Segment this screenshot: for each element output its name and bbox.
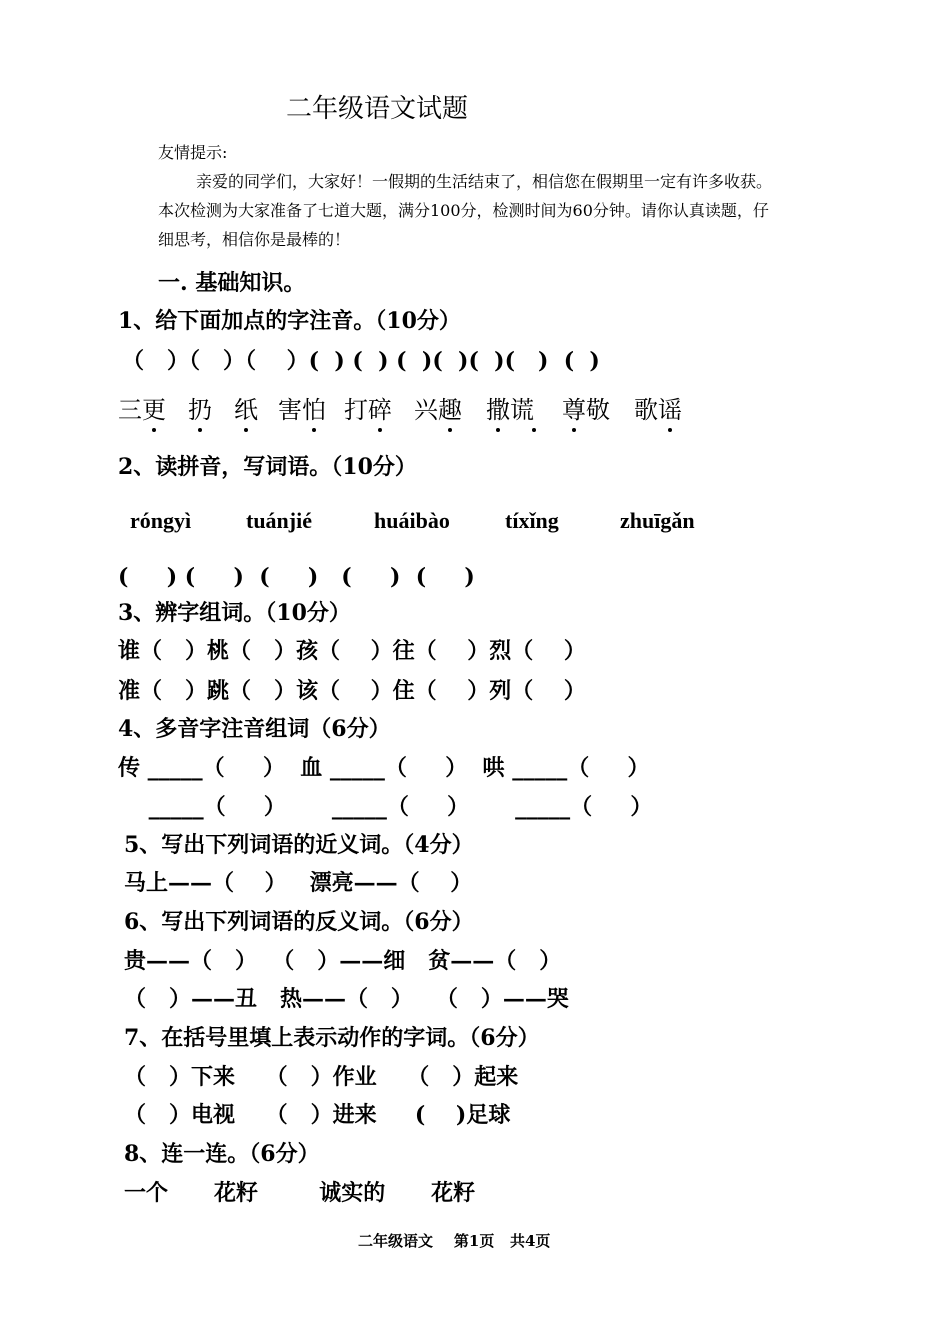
word-5: 打碎 [344,396,392,424]
emphasis-dot [448,428,452,432]
word-2: 扔 [188,396,212,424]
tips-line-2: 本次检测为大家准备了七道大题，满分100分，检测时间为60分钟。请你认真读题，仔 [158,201,769,220]
pinyin-4: tíxǐng [505,508,559,533]
question-8-title: 8、连一连。（6分） [124,1141,320,1167]
question-6-row-2: （ ）——丑 热——（ ） （ ）——哭 [124,986,569,1012]
emphasis-dot [496,428,500,432]
question-2-title: 2、读拼音，写词语。（10分） [118,454,417,480]
question-2-brackets: ( ) ( ) ( ) ( ) ( ) [118,564,475,590]
word-9: 歌谣 [634,396,682,424]
question-3-title: 3、辨字组词。（10分） [118,600,351,626]
page-title: 二年级语文试题 [286,94,469,124]
question-4-row-1: 传 _____（ ） 血 _____（ ） 哄 _____（ ） [118,755,650,781]
word-7: 撒谎 [486,396,534,424]
question-5-row-1: 马上——（ ） 漂亮——（ ） [124,870,473,896]
emphasis-dot [312,428,316,432]
section-basic-knowledge: 一. 基础知识。 [158,270,306,296]
emphasis-dot [152,428,156,432]
question-1-brackets: （ ）（ ）（ ）( ) ( ) ( )( )( )( ) ( ) [122,348,600,374]
question-7-row-1: （ ）下来 （ ）作业 （ ）起来 [124,1064,519,1090]
emphasis-dot [198,428,202,432]
emphasis-dot [244,428,248,432]
word-4: 害怕 [278,396,326,424]
question-7-title: 7、在括号里填上表示动作的字词。（6分） [124,1025,540,1051]
emphasis-dot [572,428,576,432]
word-8: 尊敬 [562,396,610,424]
question-3-row-1: 谁（ ）桃（ ）孩（ ）往（ ）烈（ ） [118,638,586,664]
tips-heading: 友情提示: [158,143,228,162]
tips-line-3: 细思考，相信你是最棒的！ [158,230,351,249]
word-6: 兴趣 [414,396,462,424]
word-3: 纸 [234,396,258,424]
question-8-row-1: 一个 花籽 诚实的 花籽 [124,1180,476,1206]
question-6-row-1: 贵——（ ） （ ）——细 贫——（ ） [124,948,562,974]
tips-line-1: 亲爱的同学们，大家好！一假期的生活结束了，相信您在假期里一定有许多收获。 [196,172,773,191]
question-7-row-2: （ ）电视 （ ）进来 ( )足球 [124,1102,511,1128]
emphasis-dot [668,428,672,432]
emphasis-dot [378,428,382,432]
question-4-row-2: _____（ ） _____（ ） _____（ ） [118,794,653,820]
question-3-row-2: 准（ ）跳（ ）该（ ）住（ ）列（ ） [118,678,586,704]
question-6-title: 6、写出下列词语的反义词。（6分） [124,909,474,935]
pinyin-3: huáibào [374,508,450,533]
page-footer: 二年级语文 第1页 共4页 [358,1232,551,1250]
question-4-title: 4、多音字注音组词（6分） [118,716,391,742]
pinyin-1: róngyì [130,508,192,533]
word-1: 三更 [118,396,166,424]
question-1-title: 1、给下面加点的字注音。（10分） [118,308,461,334]
question-5-title: 5、写出下列词语的近义词。（4分） [124,832,474,858]
emphasis-dot [532,428,536,432]
pinyin-2: tuánjié [246,508,312,533]
pinyin-5: zhuīgǎn [620,508,695,533]
